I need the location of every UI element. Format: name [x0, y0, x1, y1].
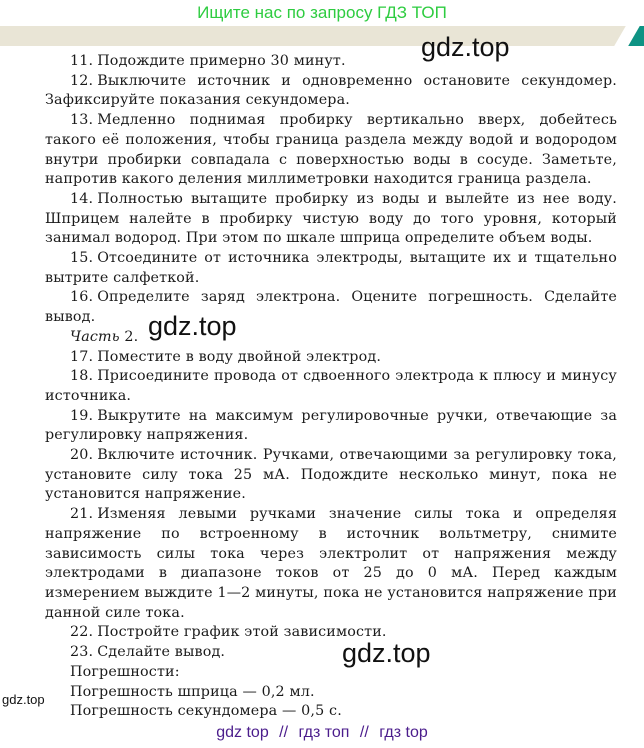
error-syringe: Погрешность шприца — 0,2 мл.	[70, 683, 315, 700]
step-20: 20. Включите источник. Ручками, отвечающими за регулировку тока, установите силу тока 25 мА. Подождите несколько минут, пока не установится напряжение.	[45, 447, 617, 503]
step-18: 18. Присоедините провода от сдвоенного электрода к плюсу и минусу источника.	[45, 368, 617, 404]
step-22: 22. Постройте график этой зависимости.	[70, 624, 387, 641]
footer-separator: //	[359, 724, 369, 741]
step-16: 16. Определите заряд электрона. Оцените погрешность. Сделайте вывод.	[45, 289, 617, 326]
footer-links	[0, 722, 644, 744]
watermark: gdz.top	[342, 638, 431, 668]
errors-title: Погрешности:	[70, 663, 180, 680]
search-hint-text: Ищите нас по запросу ГДЗ ТОП	[197, 3, 447, 22]
step-23: 23. Сделайте вывод.	[70, 644, 226, 661]
search-hint-banner	[0, 0, 644, 26]
step-12: 12. Выключите источник и одновременно остановите секундомер. Зафиксируйте показания секундомера.	[45, 72, 617, 109]
step-14: 14. Полностью вытащите пробирку из воды и вылейте из нее воду. Шприцем налейте в пробирку чистую воду до того уровня, который занимал водород. При этом по шкале шприца определите объем воды.	[45, 190, 617, 247]
footer-link-gdz-top-mixed[interactable]: гдз top	[379, 724, 428, 741]
step-21: 21. Изменяя левыми ручками значение силы тока и определяя напряжение по встроенному в источник вольтметру, снимите зависимость силы тока через электролит от напряжения между электродами в диапазоне токов от 25 до 0 мА. Перед каждым измерением выждите 1—2 минуты, пока не установится напряжение при данной силе тока.	[45, 506, 617, 621]
step-11: 11. Подождите примерно 30 минут.	[70, 53, 346, 69]
step-17: 17. Поместите в воду двойной электрод.	[70, 348, 382, 365]
part-2-heading: Часть 2.	[70, 328, 139, 345]
step-15: 15. Отсоедините от источника электроды, вытащите их и тщательно вытрите салфеткой.	[45, 250, 617, 286]
step-19: 19. Выкрутите на максимум регулировочные ручки, отвечающие за регулировку напряжения.	[45, 407, 617, 444]
document-text	[45, 52, 617, 722]
footer-link-gdz-top[interactable]: gdz top	[216, 724, 269, 741]
watermark-small: gdz.top	[2, 692, 45, 707]
watermark: gdz.top	[148, 311, 237, 341]
step-13: 13. Медленно поднимая пробирку вертикально вверх, добейтесь такого её положения, чтобы граница раздела между водой и водородом внутри пробирки совпадала с поверхностью воды в сосуде. Заметьте, напротив какого деления миллиметровки находится граница раздела.	[45, 112, 617, 188]
decorative-band	[0, 26, 644, 46]
error-stopwatch: Погрешность секундомера — 0,5 с.	[70, 703, 342, 720]
footer-link-gdz-top-ru[interactable]: гдз топ	[298, 724, 350, 741]
footer-separator: //	[279, 724, 289, 741]
watermark: gdz.top	[421, 32, 510, 62]
